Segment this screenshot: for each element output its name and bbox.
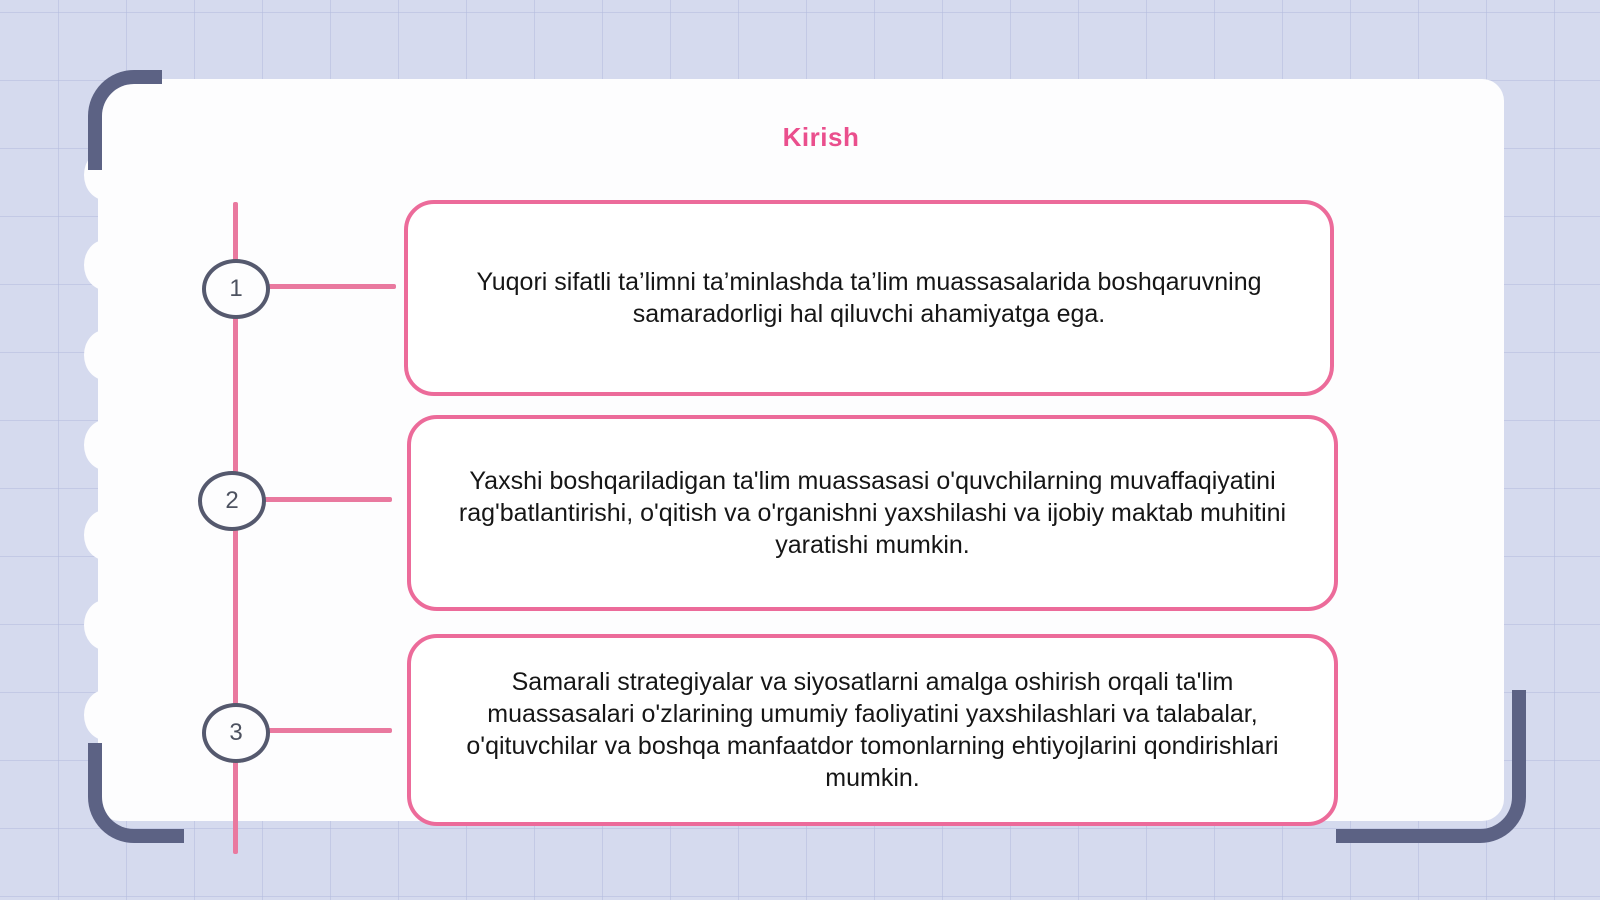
paper-edge-bump: [84, 690, 126, 740]
step-number-1: 1: [202, 259, 270, 319]
paper-edge-bump: [84, 240, 126, 290]
timeline-connector: [268, 728, 392, 733]
paper-edge-bump: [84, 420, 126, 470]
paper-edge-bump: [84, 330, 126, 380]
step-card-1: Yuqori sifatli ta’limni ta’minlashda ta’lim muassasalarida boshqaruvning samaradorligi hal qiluvchi ahamiyatga ega.: [404, 200, 1334, 396]
step-number-3: 3: [202, 703, 270, 763]
step-card-2: Yaxshi boshqariladigan ta'lim muassasasi o'quvchilarning muvaffaqiyatini rag'batlantirishi, o'qitish va o'rganishni yaxshilashi va ijobiy maktab muhitini yaratishi mumkin.: [407, 415, 1338, 611]
timeline-connector: [264, 497, 392, 502]
paper-edge-bump: [84, 510, 126, 560]
corner-bracket-bottom-right: [1336, 690, 1526, 843]
slide-title: Kirish: [782, 122, 860, 152]
corner-bracket-bottom-left: [88, 743, 184, 843]
paper-edge-bump: [84, 600, 126, 650]
corner-bracket-top-left: [88, 70, 162, 170]
step-card-3: Samarali strategiyalar va siyosatlarni amalga oshirish orqali ta'lim muassasalari o'zlarining umumiy faoliyatini yaxshilashlari va talabalar, o'qituvchilar va boshqa manfaatdor tomonlarning ehtiyojlarini qondirishlari mumkin.: [407, 634, 1338, 826]
timeline-connector: [268, 284, 396, 289]
step-number-2: 2: [198, 471, 266, 531]
